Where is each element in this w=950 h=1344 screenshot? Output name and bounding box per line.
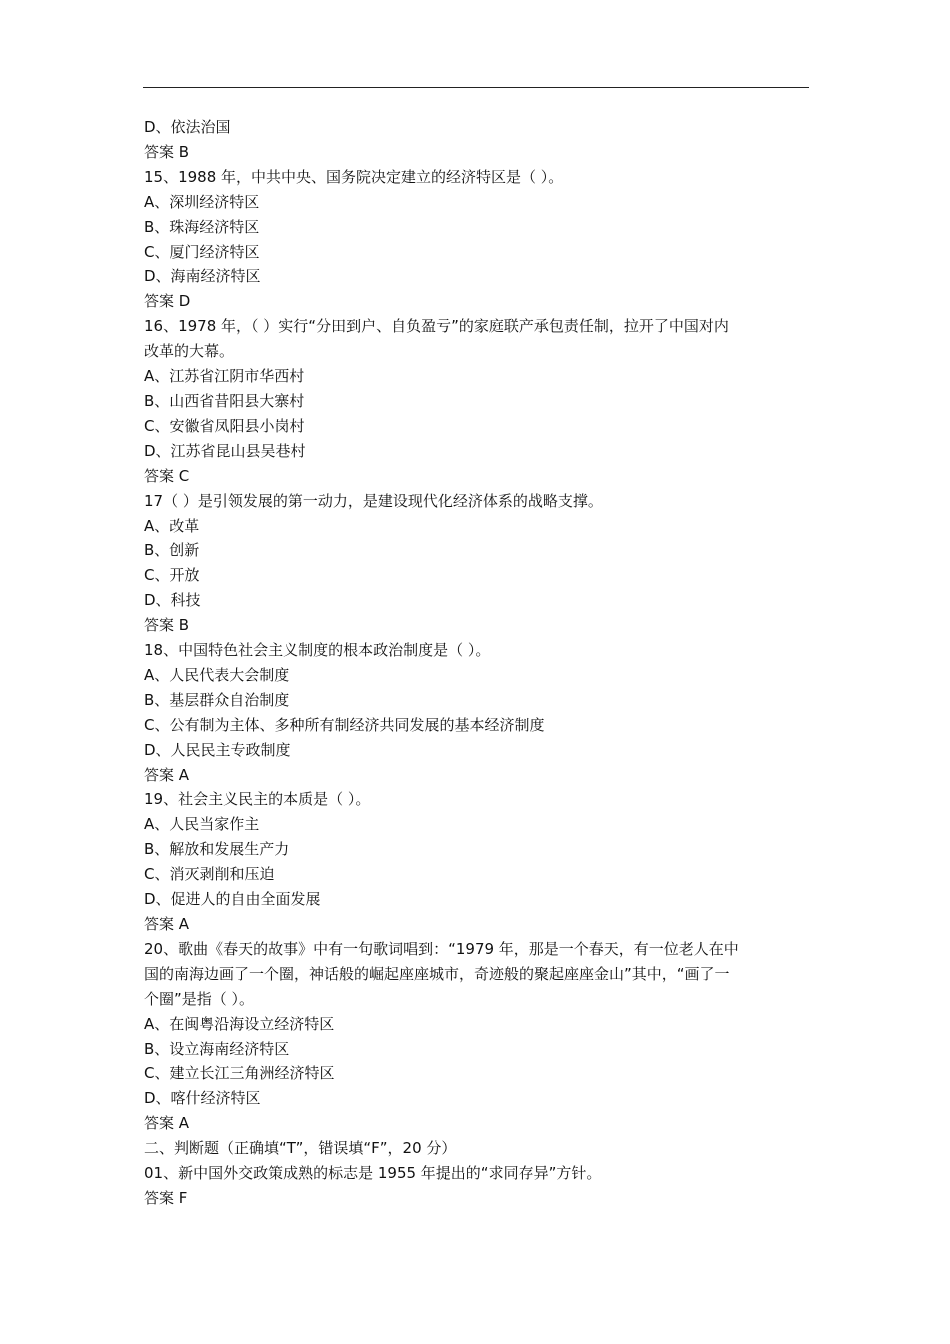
option-line: D、喀什经济特区	[144, 1089, 261, 1108]
option-line: C、厦门经济特区	[144, 242, 260, 261]
document-body	[144, 115, 810, 1211]
question-17: 17（ ）是引领发展的第一动力，是建设现代化经济体系的战略支撑。	[144, 491, 603, 510]
option-line: B、山西省昔阳县大寨村	[144, 391, 305, 410]
option-line: C、消灭剥削和压迫	[144, 865, 275, 884]
option-line: C、开放	[144, 566, 200, 585]
true-false-question-01: 01、新中国外交政策成熟的标志是 1955 年提出的“求同存异”方针。	[144, 1164, 602, 1183]
option-line: B、解放和发展生产力	[144, 840, 290, 859]
answer-line: 答案 B	[144, 616, 190, 635]
option-line: C、安徽省凤阳县小岗村	[144, 416, 305, 435]
option-line: A、深圳经济特区	[144, 192, 260, 211]
option-line: A、人民当家作主	[144, 815, 260, 834]
header-rule	[143, 87, 809, 88]
option-line: D、海南经济特区	[144, 267, 261, 286]
question-20: 20、歌曲《春天的故事》中有一句歌词唱到：“1979 年，那是一个春天，有一位老人在中	[144, 939, 739, 958]
option-line: A、在闽粤沿海设立经济特区	[144, 1014, 335, 1033]
option-line: A、江苏省江阴市华西村	[144, 367, 305, 386]
option-line: C、公有制为主体、多种所有制经济共同发展的基本经济制度	[144, 715, 545, 734]
option-line: B、创新	[144, 541, 200, 560]
option-line: B、珠海经济特区	[144, 217, 260, 236]
question-16: 16、1978 年，（ ）实行“分田到户、自负盈亏”的家庭联产承包责任制，拉开了中国对内	[144, 317, 729, 336]
answer-line: 答案 B	[144, 142, 190, 161]
question-20-continued: 个圈”是指（ ）。	[144, 989, 255, 1008]
option-line: C、建立长江三角洲经济特区	[144, 1064, 335, 1083]
option-line: D、江苏省昆山县吴巷村	[144, 441, 306, 460]
option-line: D、促进人的自由全面发展	[144, 890, 321, 909]
option-line: D、科技	[144, 591, 201, 610]
answer-line: 答案 F	[144, 1188, 188, 1207]
option-line: B、基层群众自治制度	[144, 690, 290, 709]
option-line: A、人民代表大会制度	[144, 665, 290, 684]
answer-line: 答案 A	[144, 765, 190, 784]
option-line: D、人民民主专政制度	[144, 740, 291, 759]
section-heading: 二、判断题（正确填“T”，错误填“F”，20 分）	[144, 1139, 457, 1158]
answer-line: 答案 D	[144, 292, 191, 311]
question-19: 19、社会主义民主的本质是（ ）。	[144, 790, 371, 809]
question-15: 15、1988 年，中共中央、国务院决定建立的经济特区是（ ）。	[144, 167, 564, 186]
answer-line: 答案 C	[144, 466, 190, 485]
answer-line: 答案 A	[144, 1114, 190, 1133]
option-line: A、改革	[144, 516, 200, 535]
text-line: D、依法治国	[144, 118, 231, 136]
option-line: B、设立海南经济特区	[144, 1039, 290, 1058]
question-20-continued: 国的南海边画了一个圈，神话般的崛起座座城市，奇迹般的聚起座座金山”其中，“画了一	[144, 964, 730, 983]
answer-line: 答案 A	[144, 915, 190, 933]
question-18: 18、中国特色社会主义制度的根本政治制度是（ ）。	[144, 641, 491, 660]
question-16-continued: 改革的大幕。	[144, 342, 235, 361]
